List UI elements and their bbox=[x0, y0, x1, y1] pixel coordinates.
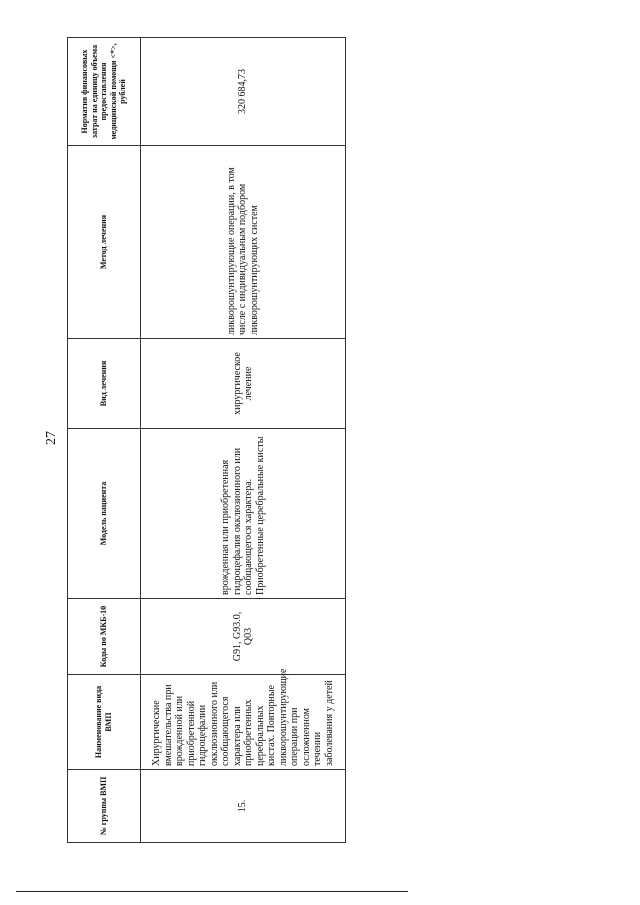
header-vmp-name: Наименование вида ВМП bbox=[68, 675, 141, 770]
header-treatment-type: Вид лечения bbox=[68, 339, 141, 429]
cell-treatment-type: хирургическое лечение bbox=[141, 339, 346, 429]
header-patient-model: Модель пациента bbox=[68, 429, 141, 599]
cell-vmp-name: Хирургические вмешательства при врожденной или приобретенной гидроцефалии окклюзионного или сообщающегося характера или приобретенных церебральных кистах. Повторные ликворошунтирующие операции при осложненном течении заболевания у детей bbox=[141, 675, 346, 770]
cell-treatment-method: ликворошунтирующие операции, в том числе с индивидуальным подбором ликворошунтирующих систем bbox=[141, 146, 346, 339]
vmp-table bbox=[67, 37, 346, 843]
rotated-table-container bbox=[67, 37, 346, 843]
page-number: 27 bbox=[44, 431, 59, 445]
cell-icd-codes: G91, G93.0, Q03 bbox=[141, 599, 346, 675]
cell-patient-model: врожденная или приобретенная гидроцефалия окклюзионного или сообщающегося характера. Приобретенные церебральные кисты bbox=[141, 429, 346, 599]
header-icd-codes: Коды по МКБ-10 bbox=[68, 599, 141, 675]
table-row bbox=[141, 38, 346, 843]
header-treatment-method: Метод лечения bbox=[68, 146, 141, 339]
cell-cost: 320 684,73 bbox=[141, 38, 346, 146]
cell-group-number: 15. bbox=[141, 770, 346, 843]
footer-divider bbox=[16, 891, 408, 892]
table-header-row bbox=[68, 38, 141, 843]
header-cost-norm: Норматив финансовых затрат на единицу объема предоставления медицинской помощи <*>, рублей bbox=[68, 38, 141, 146]
header-group-number: № группы ВМП bbox=[68, 770, 141, 843]
